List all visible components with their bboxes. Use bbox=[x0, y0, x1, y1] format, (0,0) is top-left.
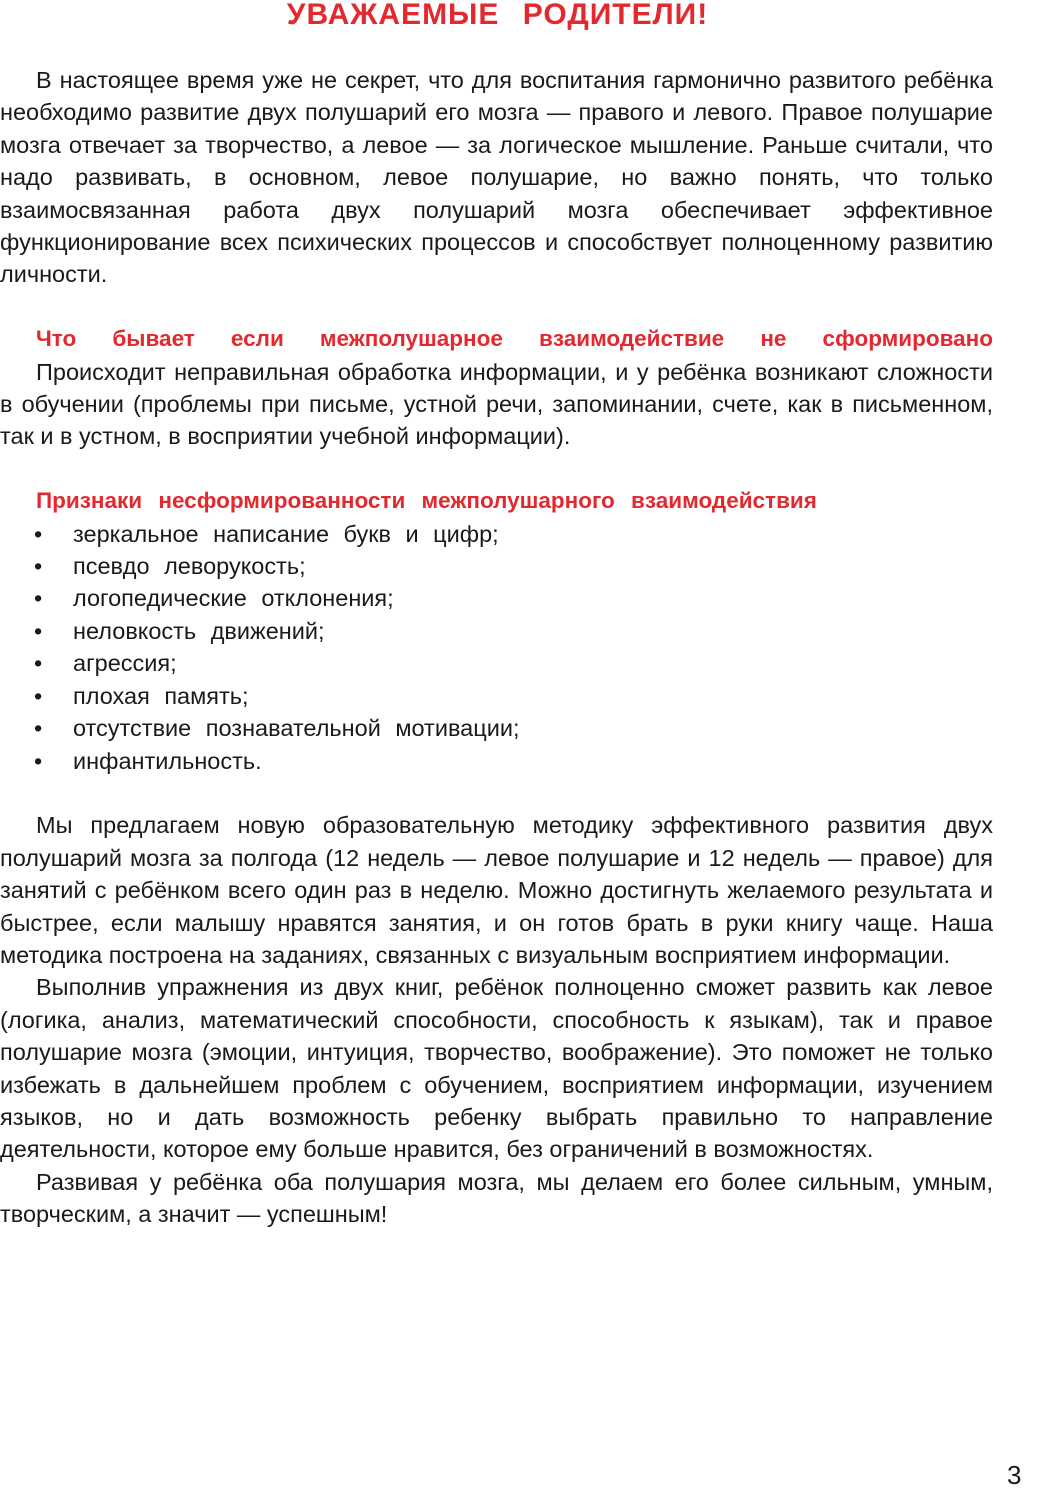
signs-list bbox=[0, 518, 993, 777]
section-heading-consequences: Что бывает если межполушарное взаимодействие не сформировано bbox=[36, 326, 993, 352]
list-item-text: агрессия; bbox=[73, 650, 177, 677]
list-item bbox=[0, 712, 993, 744]
document-body bbox=[0, 64, 993, 1231]
bullet-icon: • bbox=[34, 617, 43, 644]
list-item bbox=[0, 550, 993, 582]
spacer bbox=[0, 453, 993, 485]
list-item bbox=[0, 647, 993, 679]
intro-paragraph: В настоящее время уже не секрет, что для воспитания гармонично развитого ребёнка необходимо развитие двух полушарий его мозга — правого и левого. Правое полушарие мозга отвечает за творчество, а левое — за логическое мышление. Раньше считали, что надо развивать, в основном, левое полушарие, но важно понять, что только взаимосвязанная работа двух полушарий мозга обеспечивает эффективное функционирование всех психических процессов и способствует полноценному развитию личности. bbox=[0, 67, 993, 288]
list-item bbox=[0, 582, 993, 614]
consequences-paragraph: Происходит неправильная обработка информации, и у ребёнка возникают сложности в обучении (проблемы при письме, устной речи, запоминании, счете, как в письменном, так и в устном, в восприятии учебной информации). bbox=[0, 358, 993, 450]
section-heading-signs: Признаки несформированности межполушарного взаимодействия bbox=[36, 488, 817, 514]
conclusion-paragraph: Развивая у ребёнка оба полушария мозга, мы делаем его более сильным, умным, творческим, а значит — успешным! bbox=[0, 1168, 993, 1228]
list-item-text: зеркальное написание букв и цифр; bbox=[73, 520, 499, 547]
list-item-text: инфантильность. bbox=[73, 747, 262, 774]
bullet-icon: • bbox=[34, 650, 43, 677]
bullet-icon: • bbox=[34, 682, 43, 709]
spacer bbox=[0, 777, 993, 809]
bullet-icon: • bbox=[34, 585, 43, 612]
list-item bbox=[0, 518, 993, 550]
bullet-icon: • bbox=[34, 747, 43, 774]
spacer bbox=[0, 291, 993, 323]
list-item bbox=[0, 680, 993, 712]
benefits-paragraph: Выполнив упражнения из двух книг, ребёнок полноценно сможет развить как левое (логика, анализ, математический способности, способность к языкам), так и правое полушарие мозга (эмоции, интуиция, творчество, воображение). Это поможет не только избежать в дальнейшем проблем с обучением, восприятием информации, изучением языков, но и дать возможность ребенку выбрать правильно то направление деятельности, которое ему больше нравится, без ограничений в возможностях. bbox=[0, 974, 993, 1163]
list-item-text: логопедические отклонения; bbox=[73, 585, 394, 612]
list-item-text: псевдо леворукость; bbox=[73, 553, 306, 580]
list-item bbox=[0, 745, 993, 777]
bullet-icon: • bbox=[34, 553, 43, 580]
page-title: УВАЖАЕМЫЕ РОДИТЕЛИ! bbox=[286, 0, 709, 31]
list-item-text: неловкость движений; bbox=[73, 617, 325, 644]
page-number: 3 bbox=[1007, 1460, 1022, 1490]
bullet-icon: • bbox=[34, 520, 43, 547]
bullet-icon: • bbox=[34, 715, 43, 742]
list-item bbox=[0, 615, 993, 647]
list-item-text: плохая память; bbox=[73, 682, 249, 709]
methodology-paragraph: Мы предлагаем новую образовательную методику эффективного развития двух полушарий мозга за полгода (12 недель — левое полушарие и 12 недель — правое) для занятий с ребёнком всего один раз в неделю. Можно достигнуть желаемого результата и быстрее, если малышу нравятся занятия, и он готов брать в руки книгу чаще. Наша методика построена на заданиях, связанных с визуальным восприятием информации. bbox=[0, 812, 993, 968]
list-item-text: отсутствие познавательной мотивации; bbox=[73, 715, 520, 742]
